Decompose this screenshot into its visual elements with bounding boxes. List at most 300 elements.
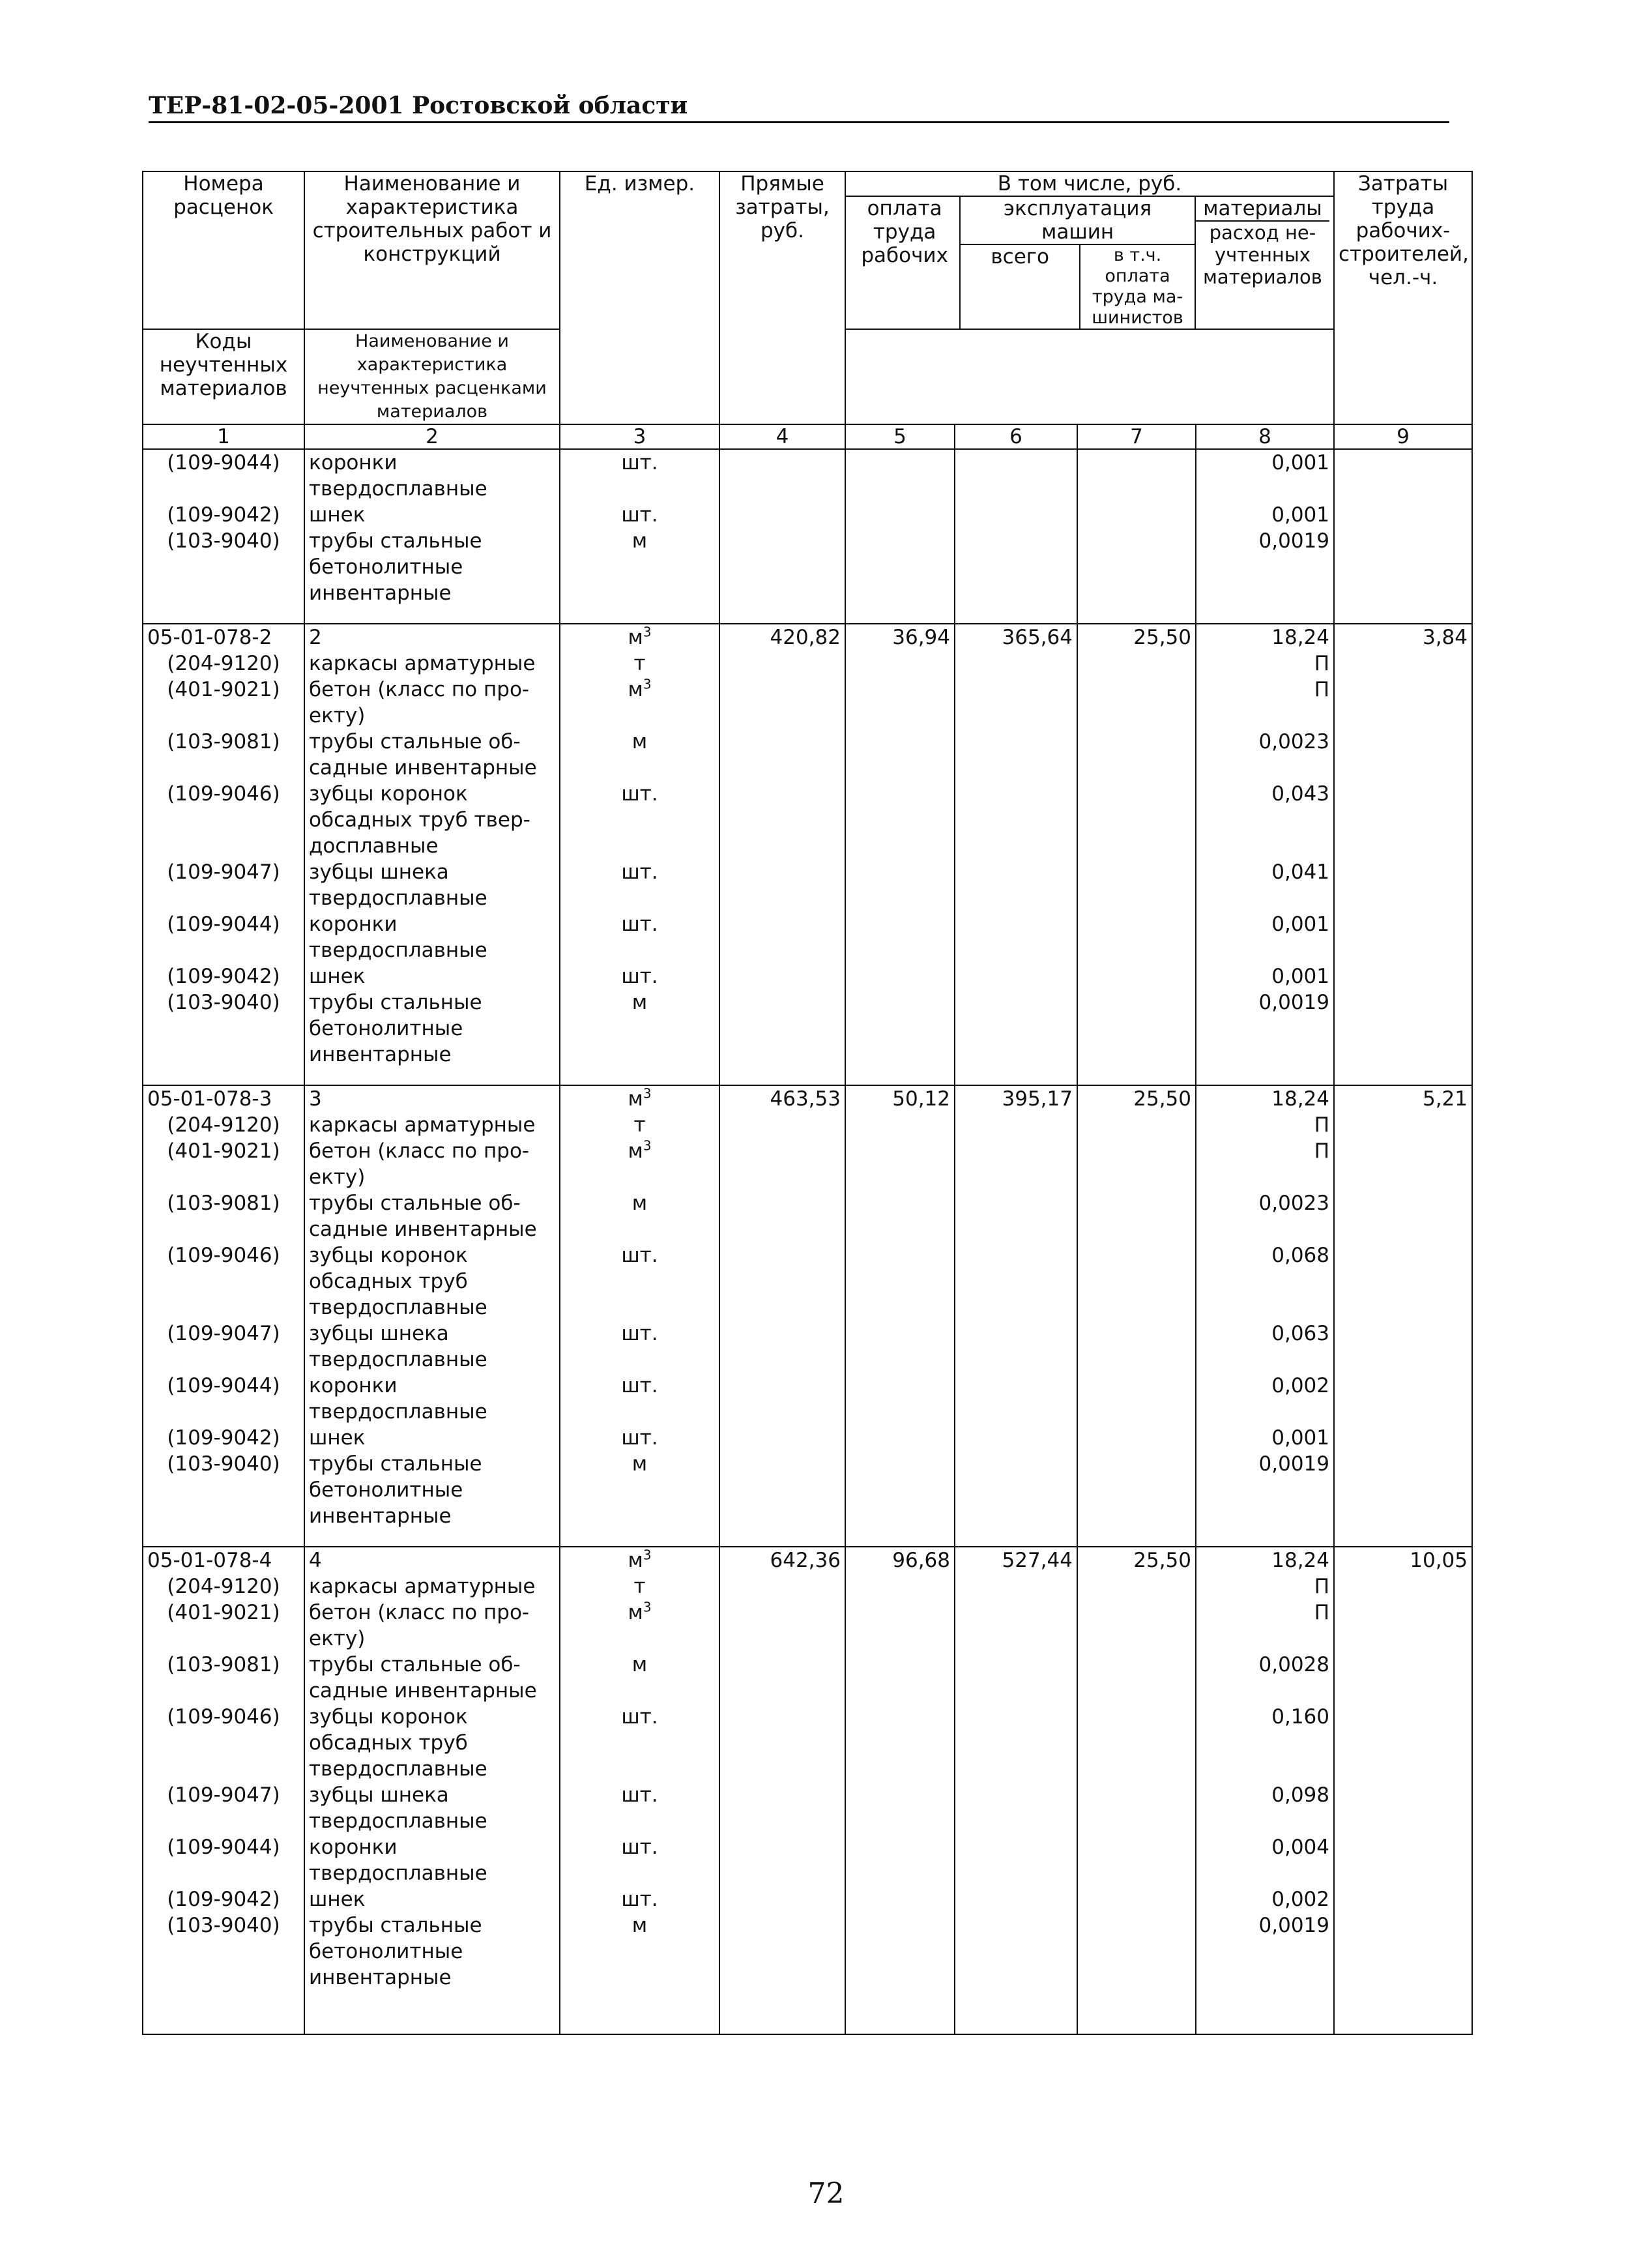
labor-cost-cell [1334,1782,1472,1834]
header-materials [1195,197,1329,329]
material-name: коронки твердосплавные [304,1373,560,1425]
material-name: трубы стальные бетонолитные инвентарные [304,1451,560,1529]
unit-cell [560,1138,719,1190]
rate-number: 05-01-078-4 [143,1547,304,1573]
material-code: (109-9042) [143,1886,304,1912]
labor-cost-cell [1334,989,1472,1068]
labor-pay-cell [845,1138,955,1190]
rate-number: 05-01-078-2 [143,624,304,651]
machines-operators-cell [1077,1321,1196,1373]
direct-costs-cell [719,1652,845,1704]
unit-cell: шт. [560,859,719,911]
unit-cell: шт. [560,911,719,963]
machines-operators-cell [1077,1190,1196,1242]
labor-cost-cell [1334,1600,1472,1652]
unit-text: м [628,1139,643,1163]
material-row [143,1373,1472,1425]
unit-cell: м [560,1451,719,1529]
machines-operators-cell [1077,1704,1196,1782]
material-row [143,651,1472,677]
material-name: бетон (класс по про- екту) [304,1600,560,1652]
spacer-cell [1334,1991,1472,2008]
labor-cost-cell [1334,1652,1472,1704]
direct-costs-cell [719,528,845,606]
material-name: шнек [304,1425,560,1451]
machines-total-cell [955,449,1077,502]
spacer-cell [719,606,845,624]
materials-cell: 18,24 [1196,1085,1334,1112]
unit-cell: шт. [560,1782,719,1834]
table-bottom-row [143,2008,1472,2034]
spacer-cell [1077,1991,1196,2008]
rate-row [143,624,1472,651]
labor-cost-cell [1334,1112,1472,1138]
materials-cell: 0,001 [1196,449,1334,502]
labor-cost-cell [1334,859,1472,911]
machines-total-cell [955,1834,1077,1886]
labor-pay-cell [845,989,955,1068]
machines-operators-cell [1077,502,1196,528]
material-row [143,781,1472,859]
labor-pay-cell [845,528,955,606]
unit-cell: шт. [560,963,719,989]
direct-costs-cell [719,1242,845,1321]
material-code: (109-9044) [143,911,304,963]
material-code: (103-9081) [143,729,304,781]
spacer-cell [304,1068,560,1085]
machines-total-cell [955,1373,1077,1425]
unit-cell: м [560,729,719,781]
material-row [143,1704,1472,1782]
header-unit: Ед. измер. [560,171,719,424]
spacer-cell [304,1529,560,1547]
spacer-cell [955,1068,1077,1085]
material-code: (103-9040) [143,528,304,606]
spacer-cell [560,1991,719,2008]
bottom-cell [1077,2008,1196,2034]
unit-cell: шт. [560,1886,719,1912]
spacer-cell [560,1068,719,1085]
machines-total-cell [955,1321,1077,1373]
labor-pay-cell: 36,94 [845,624,955,651]
labor-pay-cell [845,1112,955,1138]
material-code: (103-9040) [143,989,304,1068]
material-name: коронки твердосплавные [304,911,560,963]
material-name: каркасы арматурные [304,651,560,677]
material-code: (109-9047) [143,859,304,911]
machines-operators-cell [1077,651,1196,677]
machines-total-cell [955,1112,1077,1138]
machines-operators-cell [1077,1573,1196,1600]
unit-cell [560,1600,719,1652]
labor-cost-cell [1334,781,1472,859]
header-including-label: В том числе, руб. [846,172,1333,197]
machines-operators-cell: 25,50 [1077,1085,1196,1112]
material-name: трубы стальные об- садные инвентарные [304,1190,560,1242]
unit-text: м [628,1087,643,1111]
material-code: (401-9021) [143,1138,304,1190]
material-row [143,1652,1472,1704]
materials-cell: П [1196,1600,1334,1652]
material-code: (204-9120) [143,1112,304,1138]
labor-cost-cell: 3,84 [1334,624,1472,651]
materials-cell: 0,0019 [1196,528,1334,606]
labor-cost-cell [1334,1138,1472,1190]
spacer-cell [560,1529,719,1547]
material-code: (401-9021) [143,677,304,729]
labor-pay-cell [845,859,955,911]
material-code: (103-9081) [143,1652,304,1704]
machines-operators-cell [1077,1600,1196,1652]
unit-cell: шт. [560,1242,719,1321]
column-number: 9 [1334,424,1472,449]
direct-costs-cell: 420,82 [719,624,845,651]
spacer-cell [1196,1529,1334,1547]
machines-total-cell [955,1652,1077,1704]
material-row [143,1190,1472,1242]
labor-cost-cell [1334,729,1472,781]
machines-total-cell [955,989,1077,1068]
materials-cell: 0,001 [1196,1425,1334,1451]
machines-operators-cell [1077,911,1196,963]
spacer-cell [955,1529,1077,1547]
machines-total-cell [955,1138,1077,1190]
spacer-cell [1196,1068,1334,1085]
group-spacer [143,1529,1472,1547]
direct-costs-cell [719,1573,845,1600]
material-code: (103-9040) [143,1451,304,1529]
labor-pay-cell [845,781,955,859]
material-row [143,1425,1472,1451]
direct-costs-cell [719,781,845,859]
labor-cost-cell: 5,21 [1334,1085,1472,1112]
material-row [143,1112,1472,1138]
machines-operators-cell [1077,1425,1196,1451]
material-code: (109-9044) [143,1373,304,1425]
column-number: 4 [719,424,845,449]
unit-cell: шт. [560,1425,719,1451]
spacer-cell [143,1529,304,1547]
material-code: (109-9042) [143,963,304,989]
material-code: (109-9044) [143,1834,304,1886]
machines-total-cell: 365,64 [955,624,1077,651]
machines-operators-cell [1077,1652,1196,1704]
materials-cell: 0,001 [1196,502,1334,528]
spacer-cell [1334,1529,1472,1547]
labor-cost-cell [1334,502,1472,528]
column-number: 8 [1196,424,1334,449]
machines-total-cell [955,1451,1077,1529]
direct-costs-cell [719,677,845,729]
material-code: (109-9046) [143,1704,304,1782]
material-row [143,1912,1472,1991]
unit-cell: шт. [560,1373,719,1425]
direct-costs-cell: 642,36 [719,1547,845,1573]
material-row [143,502,1472,528]
material-name: трубы стальные бетонолитные инвентарные [304,528,560,606]
machines-total-cell [955,1886,1077,1912]
group-spacer [143,606,1472,624]
machines-total-cell: 527,44 [955,1547,1077,1573]
direct-costs-cell [719,1321,845,1373]
labor-cost-cell [1334,651,1472,677]
unit-text: м [628,1601,643,1624]
material-row [143,729,1472,781]
machines-operators-cell [1077,528,1196,606]
unit-cell: шт. [560,1704,719,1782]
header-labor-cost: Затраты труда рабочих-строителей, чел.-ч. [1334,171,1472,424]
rate-row [143,1547,1472,1573]
spacer-cell [845,1068,955,1085]
unit-cell: м [560,1652,719,1704]
labor-pay-cell [845,1451,955,1529]
material-name: зубцы коронок обсадных труб твердосплавные [304,1242,560,1321]
labor-cost-cell [1334,1425,1472,1451]
materials-cell: 0,0023 [1196,1190,1334,1242]
material-code: (109-9044) [143,449,304,502]
rate-name: 2 [304,624,560,651]
labor-pay-cell [845,449,955,502]
material-code: (103-9081) [143,1190,304,1242]
machines-total-cell [955,1782,1077,1834]
unit-cell [560,677,719,729]
spacer-cell [845,1529,955,1547]
machines-total-cell [955,963,1077,989]
material-name: зубцы шнека твердосплавные [304,1321,560,1373]
labor-pay-cell [845,1190,955,1242]
material-row [143,449,1472,502]
unit-exponent: 3 [643,1599,652,1615]
machines-total-cell [955,1600,1077,1652]
unit-cell: м [560,1190,719,1242]
labor-pay-cell: 96,68 [845,1547,955,1573]
direct-costs-cell [719,502,845,528]
unit-cell: т [560,1573,719,1600]
machines-total-cell [955,528,1077,606]
materials-cell: 0,0023 [1196,729,1334,781]
machines-operators-cell [1077,1912,1196,1991]
material-code: (109-9047) [143,1782,304,1834]
column-number: 5 [845,424,955,449]
labor-pay-cell [845,1573,955,1600]
spacer-cell [845,606,955,624]
direct-costs-cell [719,1425,845,1451]
unit-exponent: 3 [643,676,652,692]
machines-operators-cell [1077,1138,1196,1190]
material-row [143,1321,1472,1373]
material-row [143,1573,1472,1600]
material-name: трубы стальные об- садные инвентарные [304,1652,560,1704]
labor-pay-cell [845,1600,955,1652]
machines-total-cell [955,1573,1077,1600]
material-code: (204-9120) [143,651,304,677]
direct-costs-cell [719,989,845,1068]
material-row [143,1451,1472,1529]
material-name: каркасы арматурные [304,1573,560,1600]
material-code: (103-9040) [143,1912,304,1991]
labor-pay-cell [845,1782,955,1834]
spacer-cell [1196,1991,1334,2008]
labor-cost-cell [1334,1886,1472,1912]
direct-costs-cell [719,1912,845,1991]
spacer-cell [1196,606,1334,624]
unit-cell: м [560,528,719,606]
direct-costs-cell [719,1373,845,1425]
machines-operators-cell [1077,1451,1196,1529]
machines-operators-cell [1077,963,1196,989]
labor-pay-cell [845,1373,955,1425]
spacer-cell [955,606,1077,624]
material-row [143,1242,1472,1321]
column-number: 3 [560,424,719,449]
labor-pay-cell [845,1886,955,1912]
materials-cell: 0,001 [1196,911,1334,963]
materials-cell: 0,0019 [1196,1451,1334,1529]
materials-cell: П [1196,651,1334,677]
direct-costs-cell [719,963,845,989]
materials-cell: П [1196,1138,1334,1190]
direct-costs-cell [719,1834,845,1886]
material-row [143,911,1472,963]
machines-operators-cell [1077,1112,1196,1138]
material-name: трубы стальные бетонолитные инвентарные [304,1912,560,1991]
unit-cell: т [560,651,719,677]
header-including [845,171,1334,329]
machines-total-cell [955,1242,1077,1321]
unit-cell [560,1085,719,1112]
materials-cell: 0,041 [1196,859,1334,911]
bottom-cell [304,2008,560,2034]
labor-cost-cell [1334,1190,1472,1242]
labor-cost-cell [1334,1834,1472,1886]
material-row [143,528,1472,606]
spacer-cell [1077,1068,1196,1085]
labor-cost-cell [1334,1373,1472,1425]
machines-operators-cell [1077,1242,1196,1321]
spacer-cell [1334,1068,1472,1085]
direct-costs-cell [719,1190,845,1242]
spacer-cell [719,1068,845,1085]
unit-exponent: 3 [643,624,652,640]
rates-body [143,449,1472,2034]
machines-operators-cell [1077,1782,1196,1834]
labor-cost-cell [1334,963,1472,989]
direct-costs-cell [719,1138,845,1190]
material-name: шнек [304,502,560,528]
rate-number: 05-01-078-3 [143,1085,304,1112]
machines-total-cell [955,1425,1077,1451]
direct-costs-cell [719,1600,845,1652]
unit-exponent: 3 [643,1085,652,1102]
material-row [143,963,1472,989]
machines-operators-cell [1077,1886,1196,1912]
labor-cost-cell [1334,911,1472,963]
column-number: 1 [143,424,304,449]
materials-cell: П [1196,1573,1334,1600]
materials-cell: П [1196,677,1334,729]
machines-total-cell [955,1912,1077,1991]
spacer-cell [1334,606,1472,624]
material-name: коронки твердосплавные [304,449,560,502]
materials-cell: 18,24 [1196,1547,1334,1573]
labor-cost-cell [1334,1451,1472,1529]
group-spacer [143,1991,1472,2008]
direct-costs-cell [719,911,845,963]
unit-cell [560,624,719,651]
unit-exponent: 3 [643,1137,652,1154]
spacer-cell [1077,606,1196,624]
materials-cell: 0,004 [1196,1834,1334,1886]
machines-total-cell [955,781,1077,859]
labor-cost-cell [1334,1573,1472,1600]
labor-pay-cell [845,1652,955,1704]
material-row [143,1834,1472,1886]
rates-table [142,171,1473,2035]
header-rate-numbers: Номера расценок [143,171,304,329]
unit-text: м [628,626,643,649]
material-name: зубцы шнека твердосплавные [304,1782,560,1834]
unit-cell: шт. [560,449,719,502]
labor-cost-cell [1334,449,1472,502]
unit-cell: м [560,989,719,1068]
spacer-cell [143,606,304,624]
spacer-cell [1077,1529,1196,1547]
materials-cell: 0,160 [1196,1704,1334,1782]
material-name: зубцы коронок обсадных труб твердосплавные [304,1704,560,1782]
direct-costs-cell [719,449,845,502]
spacer-cell [304,1991,560,2008]
unit-text: м [628,678,643,701]
labor-cost-cell [1334,1912,1472,1991]
material-row [143,1886,1472,1912]
spacer-cell [955,1991,1077,2008]
machines-operators-cell: 25,50 [1077,1547,1196,1573]
machines-operators-cell [1077,989,1196,1068]
material-code: (401-9021) [143,1600,304,1652]
column-numbers-row [143,424,1472,449]
labor-pay-cell [845,1242,955,1321]
labor-cost-cell [1334,1704,1472,1782]
bottom-cell [1196,2008,1334,2034]
column-number: 7 [1077,424,1196,449]
spacer-cell [143,1991,304,2008]
header-direct-costs: Прямые затраты, руб. [719,171,845,424]
unit-cell: шт. [560,1321,719,1373]
labor-cost-cell [1334,1321,1472,1373]
machines-operators-cell [1077,449,1196,502]
bottom-cell [1334,2008,1472,2034]
header-machines-operators: в т.ч. оплата труда ма-шинистов [1092,245,1183,328]
direct-costs-cell [719,1704,845,1782]
labor-pay-cell [845,1704,955,1782]
machines-operators-cell [1077,729,1196,781]
bottom-cell [845,2008,955,2034]
material-name: бетон (класс по про- екту) [304,1138,560,1190]
machines-total-cell [955,911,1077,963]
labor-pay-cell [845,502,955,528]
labor-pay-cell [845,729,955,781]
labor-pay-cell: 50,12 [845,1085,955,1112]
document-header: ТЕР-81-02-05-2001 Ростовской области [149,91,1449,123]
header-machines-total: всего [961,245,1080,329]
unit-cell: т [560,1112,719,1138]
rate-name: 4 [304,1547,560,1573]
material-row [143,1782,1472,1834]
machines-total-cell [955,651,1077,677]
page-number: 72 [807,2177,845,2210]
machines-operators-cell [1077,1373,1196,1425]
bottom-cell [560,2008,719,2034]
